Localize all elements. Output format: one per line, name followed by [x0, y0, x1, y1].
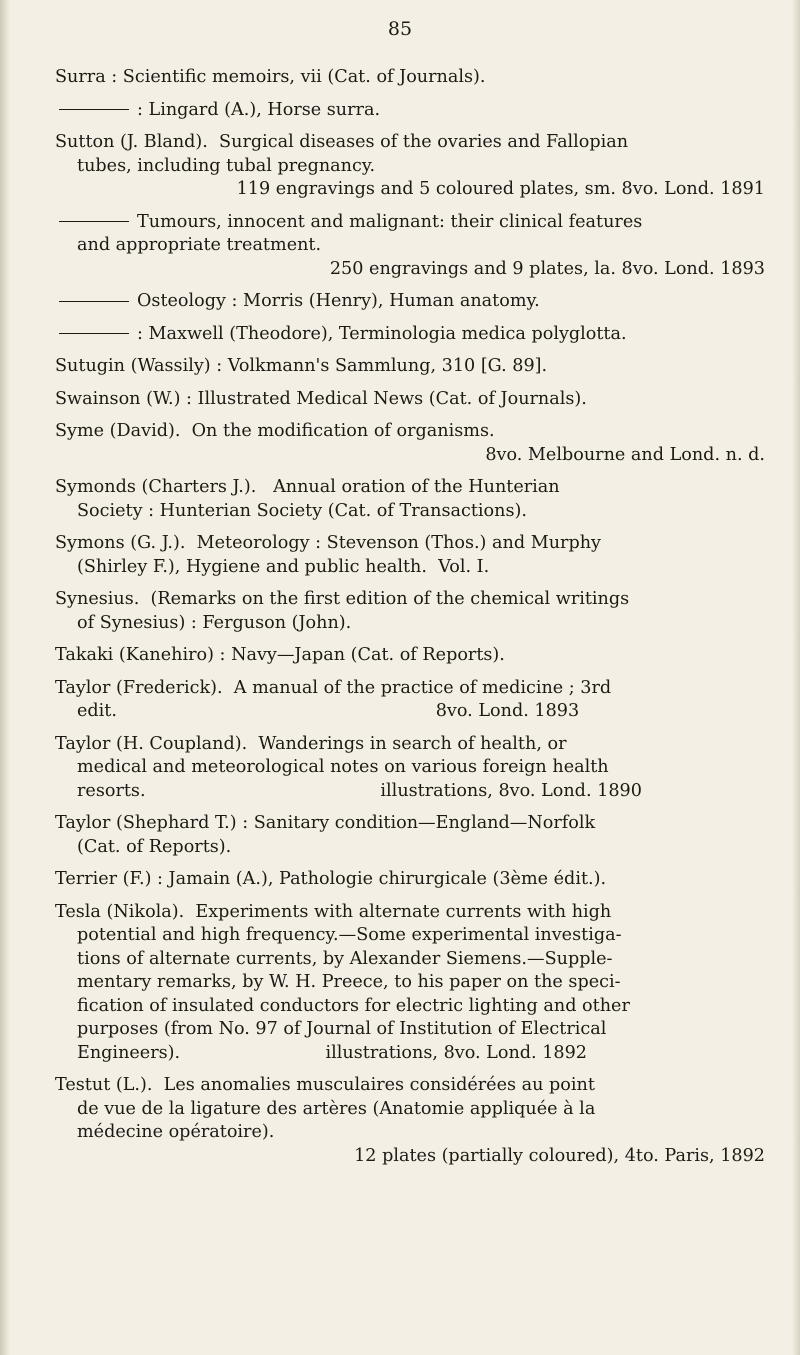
entry-line: [55, 556, 765, 580]
entry-text: Swainson (W.) : Illustrated Medical News (Cat. of Journals).: [55, 388, 587, 409]
entry-line: [55, 178, 765, 202]
entry-text: fication of insulated conductors for electric lighting and other: [77, 995, 630, 1016]
entry-text: Taylor (Shephard T.) : Sanitary condition—England—Norfolk: [55, 813, 596, 833]
entry-text: Sutugin (Wassily) : Volkmann's Sammlung, 310 [G. 89].: [55, 356, 548, 376]
entry-line: [55, 644, 765, 668]
ditto-rule: [59, 301, 129, 302]
entry-line: [55, 258, 765, 282]
entry-line: [55, 677, 765, 701]
entry-text: Society : Hunterian Society (Cat. of Transactions).: [77, 500, 527, 521]
entry-line: [55, 1074, 765, 1098]
entry-line: [55, 924, 765, 948]
page-right-edge: [792, 0, 800, 1355]
entry-text: (Cat. of Reports).: [77, 836, 232, 857]
entry-line: [55, 476, 765, 500]
page-number: 85: [387, 18, 413, 40]
bibliography-entry: [55, 868, 765, 892]
entry-line: [55, 756, 765, 780]
entry-line: [55, 388, 765, 412]
bibliography-entry: [55, 323, 765, 347]
entry-line: [55, 500, 765, 524]
page-left-edge: [0, 0, 10, 1355]
entry-text: de vue de la ligature des artères (Anatomie appliquée à la: [77, 1098, 596, 1119]
bibliography-entry: [55, 131, 765, 202]
entry-text: Symons (G. J.). Meteorology : Stevenson (Thos.) and Murphy: [55, 533, 601, 553]
entry-line: [55, 948, 765, 972]
entry-text: (Shirley F.), Hygiene and public health. Vol. I.: [77, 556, 490, 577]
entry-text: médecine opératoire).: [77, 1122, 275, 1142]
ditto-rule: [59, 109, 129, 110]
bibliography-entry: [55, 355, 765, 379]
entry-line: [55, 420, 765, 444]
entry-line: [55, 234, 765, 258]
bibliography-entry: [55, 901, 765, 1066]
entry-text: Osteology : Morris (Henry), Human anatomy.: [137, 291, 540, 311]
entry-line: [55, 971, 765, 995]
entry-line: [55, 780, 765, 804]
ditto-rule: [59, 333, 129, 334]
bibliography-entry: [55, 420, 765, 467]
entry-line: [55, 155, 765, 179]
bibliography-entry: [55, 733, 765, 804]
bibliography-entries: [55, 66, 765, 1177]
entry-text: : Maxwell (Theodore), Terminologia medica polyglotta.: [137, 323, 627, 344]
bibliography-entry: [55, 588, 765, 635]
bibliography-entry: [55, 677, 765, 724]
entry-text: Taylor (H. Coupland). Wanderings in search of health, or: [55, 733, 567, 754]
entry-text: tubes, including tubal pregnancy.: [77, 155, 376, 176]
entry-text: Takaki (Kanehiro) : Navy—Japan (Cat. of Reports).: [55, 645, 505, 665]
entry-line: [55, 66, 765, 90]
entry-text: potential and high frequency.—Some experimental investiga-: [77, 925, 622, 945]
entry-line: [55, 836, 765, 860]
bibliography-entry: [55, 290, 765, 314]
entry-text: Taylor (Frederick). A manual of the practice of medicine ; 3rd: [55, 677, 612, 698]
entry-text: and appropriate treatment.: [77, 235, 322, 255]
entry-line: [55, 290, 765, 314]
entry-line: [55, 812, 765, 836]
entry-text: Tesla (Nikola). Experiments with alternate currents with high: [55, 901, 612, 922]
entry-text: mentary remarks, by W. H. Preece, to his paper on the speci-: [77, 972, 621, 992]
entry-text: Symonds (Charters J.). Annual oration of the Hunterian: [55, 477, 560, 497]
entry-text: tions of alternate currents, by Alexander Siemens.—Supple-: [77, 948, 613, 969]
bibliography-entry: [55, 99, 765, 123]
entry-line: [55, 131, 765, 155]
entry-line: [55, 1121, 765, 1145]
entry-text: Surra : Scientific memoirs, vii (Cat. of Journals).: [55, 67, 486, 87]
entry-text: purposes (from No. 97 of Journal of Institution of Electrical: [77, 1019, 607, 1039]
entry-text: resorts. illustrations, 8vo. Lond. 1890: [77, 780, 642, 801]
entry-line: [55, 355, 765, 379]
entry-line: [55, 444, 765, 468]
bibliography-entry: [55, 644, 765, 668]
bibliography-entry: [55, 532, 765, 579]
entry-text: : Lingard (A.), Horse surra.: [137, 99, 381, 120]
entry-text: Syme (David). On the modification of organisms.: [55, 421, 495, 441]
bibliography-entry: [55, 66, 765, 90]
entry-line: [55, 1042, 765, 1066]
entry-text: 12 plates (partially coloured), 4to. Paris, 1892: [354, 1145, 765, 1166]
entry-text: of Synesius) : Ferguson (John).: [77, 612, 352, 633]
entry-text: 119 engravings and 5 coloured plates, sm. 8vo. Lond. 1891: [236, 179, 765, 199]
bibliography-entry: [55, 812, 765, 859]
entry-line: [55, 612, 765, 636]
entry-line: [55, 995, 765, 1019]
bibliography-entry: [55, 1074, 765, 1168]
bibliography-entry: [55, 388, 765, 412]
entry-line: [55, 901, 765, 925]
entry-text: Sutton (J. Bland). Surgical diseases of the ovaries and Fallopian: [55, 132, 629, 152]
entry-line: [55, 211, 765, 235]
entry-line: [55, 1098, 765, 1122]
entry-line: [55, 733, 765, 757]
entry-line: [55, 868, 765, 892]
entry-line: [55, 323, 765, 347]
entry-line: [55, 532, 765, 556]
entry-line: [55, 588, 765, 612]
bibliography-entry: [55, 211, 765, 282]
entry-line: [55, 700, 765, 724]
entry-text: Tumours, innocent and malignant: their clinical features: [137, 211, 643, 232]
entry-text: 250 engravings and 9 plates, la. 8vo. Lond. 1893: [329, 258, 765, 279]
ditto-rule: [59, 221, 129, 222]
entry-text: Testut (L.). Les anomalies musculaires considérées au point: [55, 1075, 595, 1095]
entry-text: 8vo. Melbourne and Lond. n. d.: [485, 444, 765, 465]
entry-line: [55, 99, 765, 123]
entry-text: Synesius. (Remarks on the first edition of the chemical writings: [55, 589, 630, 609]
entry-text: Engineers). illustrations, 8vo. Lond. 1892: [77, 1042, 587, 1063]
bibliography-entry: [55, 476, 765, 523]
entry-text: medical and meteorological notes on various foreign health: [77, 757, 609, 777]
entry-line: [55, 1145, 765, 1169]
entry-text: Terrier (F.) : Jamain (A.), Pathologie chirurgicale (3ème édit.).: [55, 869, 607, 889]
entry-line: [55, 1018, 765, 1042]
entry-text: edit. 8vo. Lond. 1893: [77, 701, 580, 721]
